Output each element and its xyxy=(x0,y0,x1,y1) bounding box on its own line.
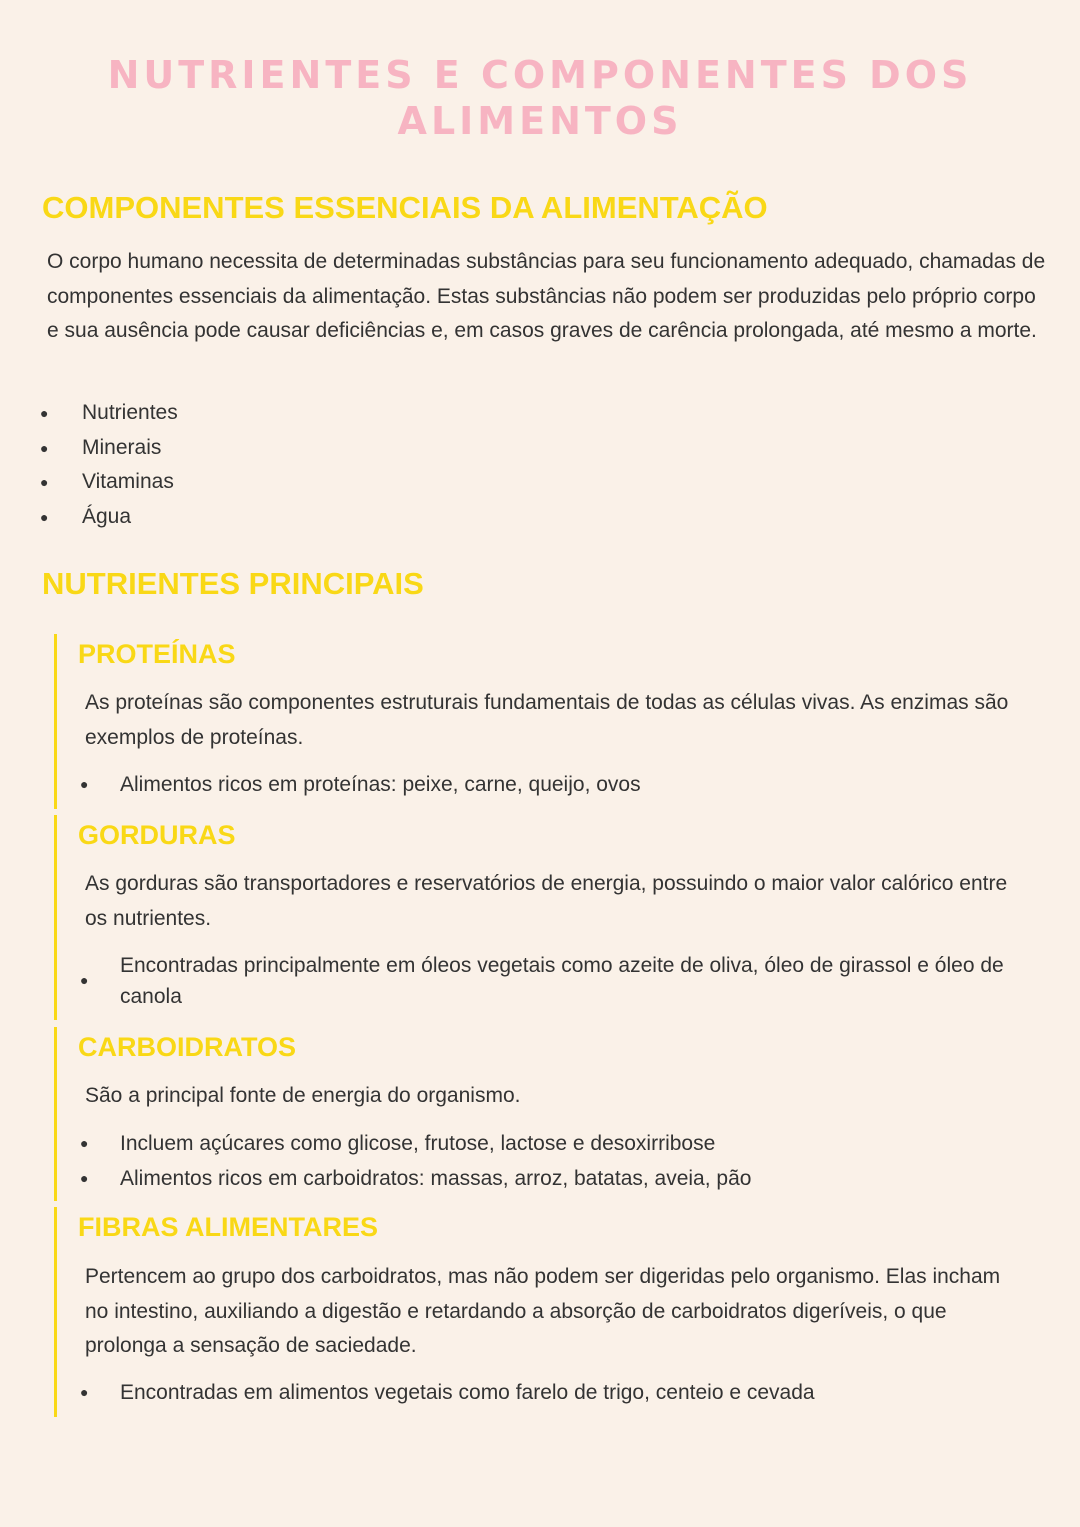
nutrient-bullets-fibras xyxy=(57,1377,1017,1408)
page-title-line-2: ALIMENTOS xyxy=(397,99,683,143)
list-item: ● Água xyxy=(40,500,640,535)
list-item: ● Vitaminas xyxy=(40,465,640,500)
bullet-icon: ● xyxy=(40,508,49,525)
bullet-icon: ● xyxy=(40,405,49,421)
nutrient-block-fibras xyxy=(54,1207,1027,1417)
bullet-icon: ● xyxy=(80,1170,89,1186)
bullet-icon: ● xyxy=(80,1384,89,1400)
page-title-line-1: NUTRIENTES E COMPONENTES DOS xyxy=(107,53,973,97)
nutrient-title-carboidratos: CARBOIDRATOS xyxy=(78,1032,297,1062)
bullet-icon: ● xyxy=(40,474,49,490)
nutrient-paragraph-carboidratos: São a principal fonte de energia do organismo. xyxy=(85,1084,521,1107)
list-item: ● Encontradas principalmente em óleos vegetais como azeite de oliva, óleo de girassol e óleo de canola xyxy=(80,954,1004,1008)
nutrient-paragraph-fibras: Pertencem ao grupo dos carboidratos, mas não podem ser digeridas pelo organismo. Elas incham no intestino, auxiliando a digestão e retardando a absorção de carboidratos digeríveis, o que prolonga a sensação de saciedade. xyxy=(85,1265,1001,1357)
essenciais-paragraph: O corpo humano necessita de determinadas substâncias para seu funcionamento adequado, chamadas de componentes essenciais da alimentação. Estas substâncias não podem ser produzidas pelo próprio corpo e sua ausência pode causar deficiências e, em casos graves de carência prolongada, até mesmo a morte. xyxy=(47,250,1046,342)
section-heading-principais: NUTRIENTES PRINCIPAIS xyxy=(42,566,424,601)
nutrient-bullets-proteinas xyxy=(57,769,1017,800)
nutrient-title-proteinas: PROTEÍNAS xyxy=(78,639,236,669)
nutrient-paragraph-proteinas: As proteínas são componentes estruturais fundamentais de todas as células vivas. As enzimas são exemplos de proteínas. xyxy=(85,691,1009,749)
essenciais-list xyxy=(40,396,640,534)
nutrient-block-carboidratos xyxy=(54,1027,1027,1201)
list-item: ● Alimentos ricos em proteínas: peixe, carne, queijo, ovos xyxy=(57,769,1017,800)
nutrient-paragraph-gorduras: As gorduras são transportadores e reservatórios de energia, possuindo o maior valor calórico entre os nutrientes. xyxy=(85,872,1008,930)
nutrient-title-fibras: FIBRAS ALIMENTARES xyxy=(78,1212,378,1242)
bullet-icon: ● xyxy=(80,1135,89,1151)
page-title xyxy=(0,52,1080,144)
nutrient-block-proteinas xyxy=(54,634,1027,809)
list-item: ● Alimentos ricos em carboidratos: massas, arroz, batatas, aveia, pão xyxy=(57,1161,1017,1196)
nutrient-title-gorduras: GORDURAS xyxy=(78,820,236,850)
list-item: ● Encontradas em alimentos vegetais como farelo de trigo, centeio e cevada xyxy=(57,1377,1017,1408)
nutrient-block-gorduras xyxy=(54,815,1027,1020)
bullet-icon: ● xyxy=(80,972,89,988)
bullet-icon: ● xyxy=(40,439,49,456)
list-item: ● Incluem açúcares como glicose, frutose, lactose e desoxirribose xyxy=(57,1126,1017,1161)
list-item: ● Minerais xyxy=(40,431,640,466)
nutrient-bullets-carboidratos xyxy=(57,1126,1017,1196)
list-item: ● Nutrientes xyxy=(40,396,640,431)
bullet-icon: ● xyxy=(80,776,89,792)
section-heading-essenciais: COMPONENTES ESSENCIAIS DA ALIMENTAÇÃO xyxy=(42,190,768,225)
nutrient-bullets-gorduras xyxy=(57,950,1017,1012)
